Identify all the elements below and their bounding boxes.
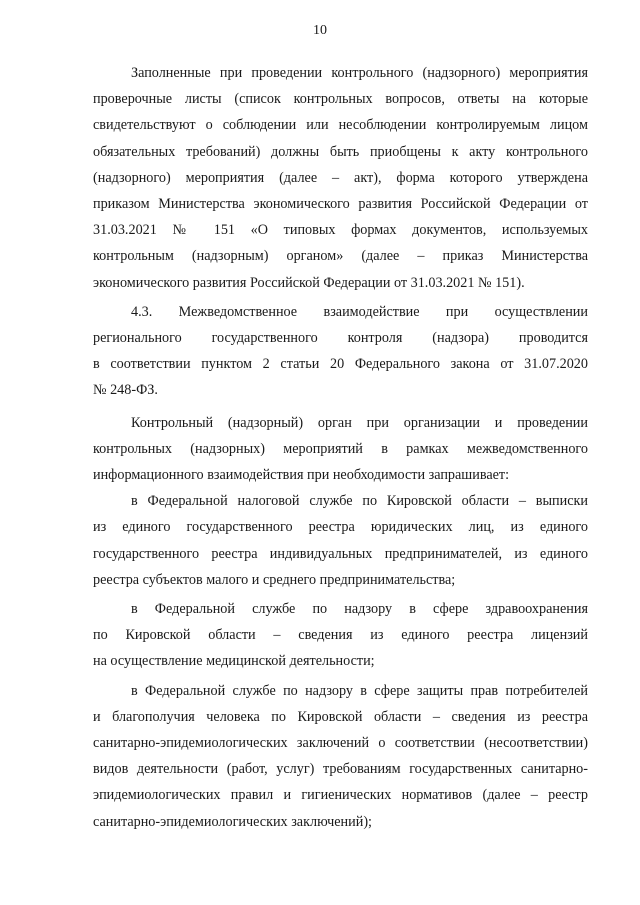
text-line: в соответствии пунктом 2 статьи 20 Федерального закона от 31.07.2020 [93, 356, 588, 373]
paragraph-healthcare-service [93, 596, 588, 675]
text-line: (надзорного) мероприятия (далее – акт), форма которого утверждена [93, 169, 588, 186]
text-line: видов деятельности (работ, услуг) требованиям государственных санитарно- [93, 761, 588, 778]
text-line: контрольных (надзорных) мероприятий в рамках межведомственного [93, 440, 588, 457]
paragraph-checklists [93, 60, 588, 296]
text-line: регионального государственного контроля (надзора) проводится [93, 330, 588, 347]
text-line: государственного реестра индивидуальных предпринимателей, из единого [93, 545, 588, 562]
text-line: санитарно-эпидемиологических заключений); [93, 813, 372, 830]
paragraph-consumer-protection [93, 678, 588, 835]
text-line: экономического развития Российской Федерации от 31.03.2021 № 151). [93, 274, 525, 291]
paragraph-interagency-request [93, 410, 588, 489]
text-line: обязательных требований) должны быть приобщены к акту контрольного [93, 143, 588, 160]
page-number: 10 [313, 23, 327, 38]
text-line: эпидемиологических правил и гигиенических нормативов (далее – реестр [93, 787, 588, 804]
text-line: санитарно-эпидемиологических заключений о соответствии (несоответствии) [93, 735, 588, 752]
text-line: по Кировской области – сведения из единого реестра лицензий [93, 627, 588, 644]
text-line: Заполненные при проведении контрольного (надзорного) мероприятия [131, 65, 588, 81]
text-line: № 248-ФЗ. [93, 382, 158, 399]
paragraph-tax-service [93, 488, 588, 593]
text-line: и благополучия человека по Кировской области – сведения из реестра [93, 708, 588, 725]
text-line: Контрольный (надзорный) орган при организации и проведении [131, 414, 588, 431]
text-line: реестра субъектов малого и среднего предпринимательства; [93, 571, 456, 588]
text-line: проверочные листы (список контрольных вопросов, ответы на которые [93, 91, 588, 108]
text-line: 31.03.2021 № 151 «О типовых формах документов, используемых [93, 222, 588, 239]
document-body [93, 60, 588, 835]
text-line: приказом Министерства экономического развития Российской Федерации от [93, 196, 588, 213]
text-line: информационного взаимодействия при необходимости запрашивает: [93, 467, 510, 484]
text-line: из единого государственного реестра юридических лиц, из единого [93, 519, 588, 536]
text-line: свидетельствуют о соблюдении или несоблюдении контролируемым лицом [93, 117, 588, 134]
text-line: на осуществление медицинской деятельности; [93, 653, 375, 670]
text-line: в Федеральной налоговой службе по Кировской области – выписки [131, 493, 588, 510]
paragraph-section-4-3 [93, 299, 588, 404]
text-line: в Федеральной службе по надзору в сфере здравоохранения [131, 601, 588, 618]
text-line: в Федеральной службе по надзору в сфере защиты прав потребителей [131, 682, 588, 699]
text-line: 4.3. Межведомственное взаимодействие при осуществлении [131, 303, 588, 320]
text-line: контрольным (надзорным) органом» (далее – приказ Министерства [93, 248, 588, 265]
